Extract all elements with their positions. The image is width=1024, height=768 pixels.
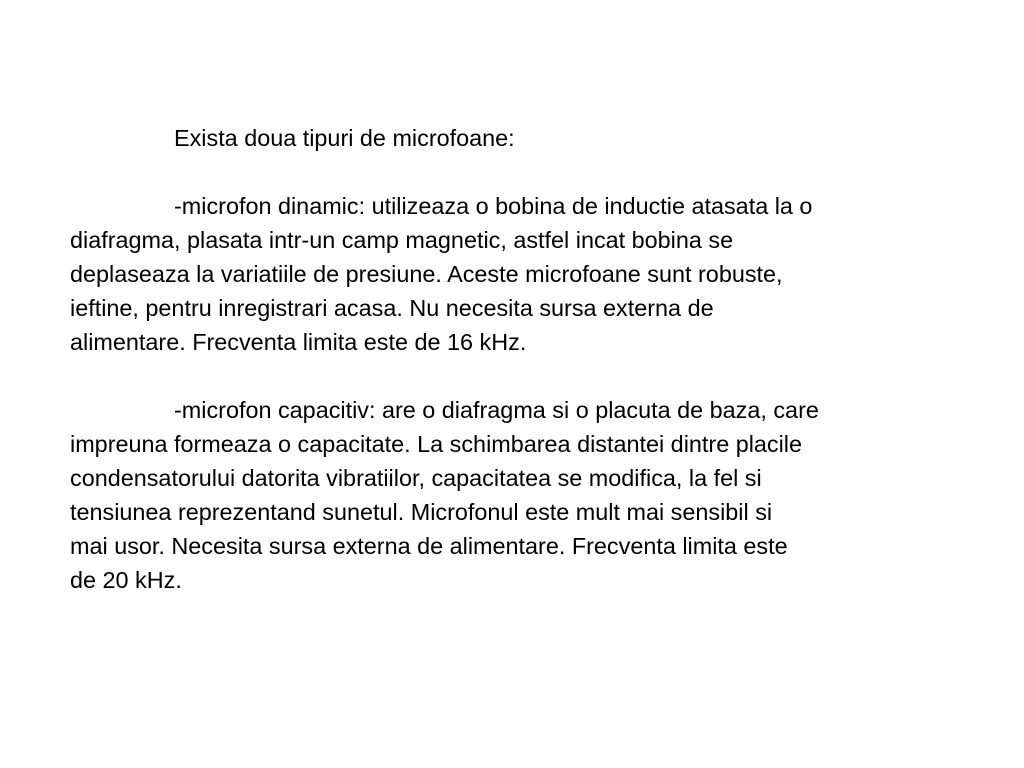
dynamic-line-4: ieftine, pentru inregistrari acasa. Nu necesita sursa externa de — [70, 295, 714, 321]
slide-text-body — [70, 121, 970, 597]
dynamic-line-2: diafragma, plasata intr-un camp magnetic, astfel incat bobina se — [70, 227, 734, 253]
dynamic-line-1: -microfon dinamic: utilizeaza o bobina de inductie atasata la o — [174, 193, 813, 219]
intro-paragraph — [70, 121, 970, 155]
intro-text: Exista doua tipuri de microfoane: — [174, 125, 515, 151]
capacitive-line-2: impreuna formeaza o capacitate. La schimbarea distantei dintre placile — [70, 431, 803, 457]
dynamic-line-5: alimentare. Frecventa limita este de 16 kHz. — [70, 329, 527, 355]
capacitive-line-4: tensiunea reprezentand sunetul. Microfonul este mult mai sensibil si — [70, 499, 773, 525]
capacitive-line-3: condensatorului datorita vibratiilor, capacitatea se modifica, la fel si — [70, 465, 762, 491]
capacitive-line-1: -microfon capacitiv: are o diafragma si o placuta de baza, care — [174, 397, 819, 423]
dynamic-microphone-paragraph — [70, 189, 970, 359]
capacitive-line-5: mai usor. Necesita sursa externa de alimentare. Frecventa limita este — [70, 533, 788, 559]
paragraph-spacer — [70, 155, 970, 189]
capacitive-microphone-paragraph — [70, 393, 970, 597]
dynamic-line-3: deplaseaza la variatiile de presiune. Aceste microfoane sunt robuste, — [70, 261, 783, 287]
paragraph-spacer — [70, 359, 970, 393]
capacitive-line-6: de 20 kHz. — [70, 567, 182, 593]
